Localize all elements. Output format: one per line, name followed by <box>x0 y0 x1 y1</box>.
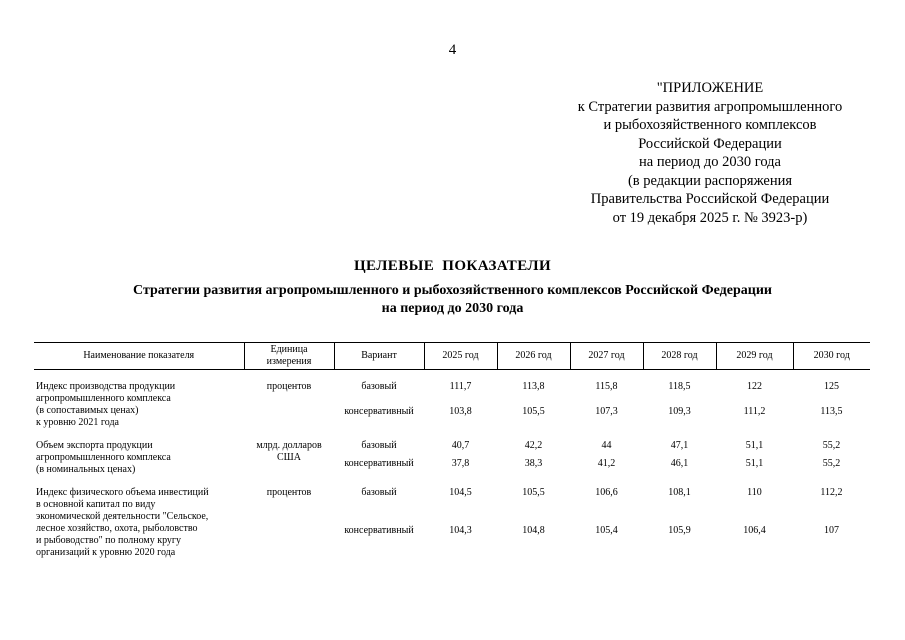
subtitle-line: на период до 2030 года <box>381 301 524 316</box>
page-number: 4 <box>448 42 457 58</box>
indicator-name-line: к уровню 2021 года <box>36 417 119 428</box>
header-variant: Вариант <box>334 343 424 370</box>
table-row <box>34 376 870 406</box>
value-cell: 44 <box>601 440 612 451</box>
indicator-unit <box>244 435 334 476</box>
value-cell: 111,2 <box>743 405 766 417</box>
indicator-unit <box>244 482 334 559</box>
document-subtitle <box>0 282 905 318</box>
indicator-name-line: лесное хозяйство, охота, рыболовство <box>36 523 198 534</box>
value-cell: 105,4 <box>595 525 618 537</box>
subtitle-line: Стратегии развития агропромышленного и рыбохозяйственного комплексов Российской Федерации <box>133 283 772 298</box>
variant-cell: консервативный <box>344 405 414 417</box>
header-year: 2029 год <box>716 343 793 370</box>
value-cell: 110 <box>747 487 762 498</box>
value-cell: 104,8 <box>522 525 545 537</box>
variant-cell: консервативный <box>344 458 414 469</box>
value-cell: 122 <box>747 381 762 392</box>
indicator-name-line: Индекс физического объема инвестиций <box>36 487 209 498</box>
table-header-row <box>34 343 870 370</box>
value-cell: 105,5 <box>522 487 545 498</box>
header-year: 2028 год <box>643 343 716 370</box>
indicator-name-line: экономической деятельности "Сельское, <box>36 511 209 522</box>
variant-cell: консервативный <box>344 525 414 537</box>
appendix-line: и рыбохозяйственного комплексов <box>603 117 817 133</box>
appendix-line: к Стратегии развития агропромышленного <box>577 98 843 115</box>
value-cell: 47,1 <box>670 440 689 451</box>
value-cell: 105,9 <box>668 525 691 537</box>
indicator-name-line: агропромышленного комплекса <box>36 393 171 404</box>
header-year: 2027 год <box>570 343 643 370</box>
variant-cell: базовый <box>361 381 397 392</box>
value-cell: 105,5 <box>522 405 545 417</box>
unit-line: США <box>277 452 301 463</box>
value-cell: 104,3 <box>449 525 472 537</box>
value-cell: 108,1 <box>668 487 691 498</box>
indicator-name-line: в основной капитал по виду <box>36 499 156 510</box>
header-unit-line: измерения <box>266 356 312 367</box>
value-cell: 41,2 <box>597 458 616 469</box>
value-cell: 103,8 <box>449 405 472 417</box>
value-cell: 51,1 <box>745 440 764 451</box>
indicator-name-line: Индекс производства продукции <box>36 381 176 392</box>
header-unit-line: Единица <box>270 344 308 355</box>
unit-line: процентов <box>266 381 312 392</box>
value-cell: 51,1 <box>745 458 764 469</box>
indicator-name-line: и рыбоводство" по полному кругу <box>36 535 182 546</box>
appendix-line: Правительства Российской Федерации <box>590 191 830 207</box>
appendix-line: (в редакции распоряжения <box>627 172 793 189</box>
value-cell: 113,8 <box>522 381 545 392</box>
value-cell: 111,7 <box>449 381 472 392</box>
header-year: 2026 год <box>497 343 570 370</box>
header-year: 2030 год <box>793 343 870 370</box>
value-cell: 42,2 <box>524 440 543 451</box>
indicator-name-line: организаций к уровню 2020 года <box>36 547 176 558</box>
value-cell: 113,5 <box>820 405 843 417</box>
indicator-name-line: (в сопоставимых ценах) <box>36 405 139 416</box>
indicator-unit <box>244 376 334 429</box>
value-cell: 125 <box>824 381 839 392</box>
value-cell: 107,3 <box>595 405 618 417</box>
appendix-block <box>560 79 860 227</box>
value-cell: 109,3 <box>668 405 691 417</box>
unit-line: процентов <box>266 487 312 498</box>
table-row <box>34 435 870 458</box>
appendix-line: на период до 2030 года <box>639 154 781 170</box>
value-cell: 106,4 <box>743 525 766 537</box>
indicator-name <box>34 482 244 559</box>
value-cell: 107 <box>824 525 839 537</box>
variant-cell: базовый <box>361 487 397 498</box>
unit-line: млрд. долларов <box>256 440 322 451</box>
value-cell: 55,2 <box>822 440 841 451</box>
value-cell: 118,5 <box>668 381 691 392</box>
variant-cell: базовый <box>361 440 397 451</box>
header-year: 2025 год <box>424 343 497 370</box>
value-cell: 104,5 <box>449 487 472 498</box>
indicator-name-line: агропромышленного комплекса <box>36 452 171 463</box>
indicators-table <box>34 342 870 559</box>
indicator-name <box>34 376 244 429</box>
document-title: ЦЕЛЕВЫЕ ПОКАЗАТЕЛИ <box>353 258 552 274</box>
value-cell: 46,1 <box>670 458 689 469</box>
value-cell: 38,3 <box>524 458 543 469</box>
value-cell: 40,7 <box>451 440 470 451</box>
indicator-name-line: Объем экспорта продукции <box>36 440 153 451</box>
indicator-name <box>34 435 244 476</box>
value-cell: 55,2 <box>822 458 841 469</box>
indicator-name-line: (в номинальных ценах) <box>36 464 136 475</box>
value-cell: 106,6 <box>595 487 618 498</box>
value-cell: 115,8 <box>595 381 618 392</box>
value-cell: 37,8 <box>451 458 470 469</box>
header-name: Наименование показателя <box>34 343 244 370</box>
table-row <box>34 482 870 525</box>
appendix-line: от 19 декабря 2025 г. № 3923-р) <box>612 209 808 226</box>
value-cell: 112,2 <box>820 487 843 498</box>
appendix-line: Российской Федерации <box>638 135 782 152</box>
appendix-line: "ПРИЛОЖЕНИЕ <box>656 80 764 96</box>
header-unit <box>244 343 334 370</box>
